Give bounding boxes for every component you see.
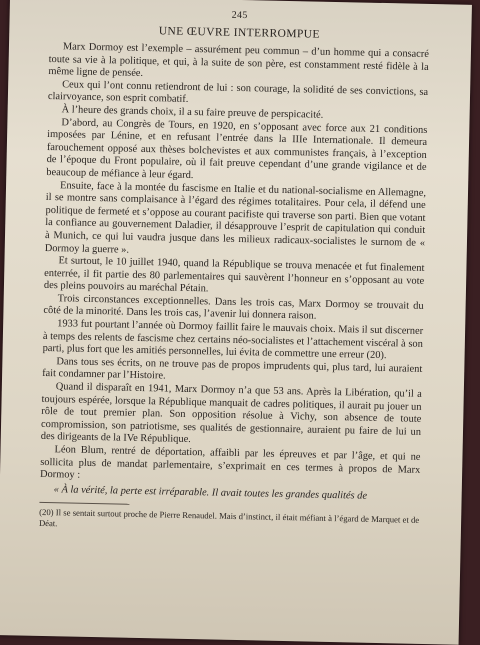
- paragraph-11: Léon Blum, rentré de déportation, affaibli par les épreuves et par l’âge, et qui ne sollicita plus de mandat parlementaire, s’exprimait en ces termes à propos de Marx Dormoy :: [39, 444, 421, 481]
- chapter-title: UNE ŒUVRE INTERROMPUE: [158, 25, 320, 41]
- paragraph-9: Dans tous ses écrits, on ne trouve pas de propos imprudents qui, plus tard, lui auraient fait condamner par l’Histoire.: [42, 356, 423, 382]
- paragraph-8: 1933 fut pourtant l’année où Dormoy faillit faire le mauvais choix. Mais il sut discerner à temps des relents de fascisme chez certains néo-socialistes et l’attachement viscéral à son parti, plus fort que les amitiés personnelles, lui évita de commettre une erreur (20).: [42, 318, 424, 362]
- page-content: [39, 6, 430, 536]
- paragraph-1: Marx Dormoy est l’exemple – assurément peu commun – d’un homme qui a consacré toute sa vie à la politique, et qui, à la suite de son père, est constamment resté fidèle à la même ligne de pensée.: [48, 41, 430, 80]
- footnote-20: (20) Il se sentait surtout proche de Pierre Renaudel. Mais d’instinct, il était méfiant à l’égard de Marquet et de Déat.: [38, 507, 420, 529]
- paragraph-10: Quand il disparaît en 1941, Marx Dormoy n’a que 53 ans. Après la Libération, qu’il a toujours espérée, lorsque la République manquait de cadres politiques, il aurait pu jouer un rôle de tout premier plan. Son opposition résolue à Vichy, son absence de toute compromission, son patriotisme, ses qualités de gestionnaire, auraient pu faire de lui un des dirigeants de la IVe République.: [40, 381, 422, 446]
- paragraph-3: À l’heure des grands choix, il a su faire preuve de perspicacité.: [61, 104, 324, 121]
- paragraph-4: D’abord, au Congrès de Tours, en 1920, en s’opposant avec force aux 21 conditions imposées par Lénine, et en refusant l’entrée dans la IIIe Internationale. Il demeura farouchement opposé aux thèses bolchevistes et aux communistes français, à l’exception de l’époque du Front populaire, où il fait preuve cependant d’une grande vigilance et de beaucoup de méfiance à leur égard.: [46, 116, 428, 181]
- footnote-rule: [39, 502, 129, 505]
- paragraph-2: Ceux qui l’ont connu retiendront de lui : son courage, la solidité de ses convictions, sa clairvoyance, son esprit combatif.: [47, 79, 429, 106]
- page-number: 245: [231, 9, 248, 22]
- paragraph-5: Ensuite, face à la montée du fascisme en Italie et du national-socialisme en Allemagne, il se montre sans complaisance à l’égard des régimes totalitaires. Pour cela, il défend une politique de fermeté et s’oppose au courant pacifiste qui traverse son parti. Bien que votant la confiance au gouvernement Daladier, il désapprouve l’esprit de capitulation qui conduit à Munich, ce qui lui vaudra jusque dans les milieux radicaux-socialistes le surnom de « Dormoy la guerre ».: [44, 179, 427, 256]
- paragraph-6: Et surtout, le 10 juillet 1940, quand la République se trouva menacée et fut finalement enterrée, il fit partie des 80 parlementaires qui sauvèrent l’honneur en s’opposant au vote des pleins pouvoirs au maréchal Pétain.: [43, 255, 425, 295]
- paragraph-7: Trois circonstances exceptionnelles. Dans les trois cas, Marx Dormoy se trouvait du côté de la minorité. Dans les trois cas, l’avenir lui donnera raison.: [43, 293, 424, 323]
- blum-quote: « À la vérité, la perte est irréparable. Il avait toutes les grandes qualités de: [53, 483, 368, 502]
